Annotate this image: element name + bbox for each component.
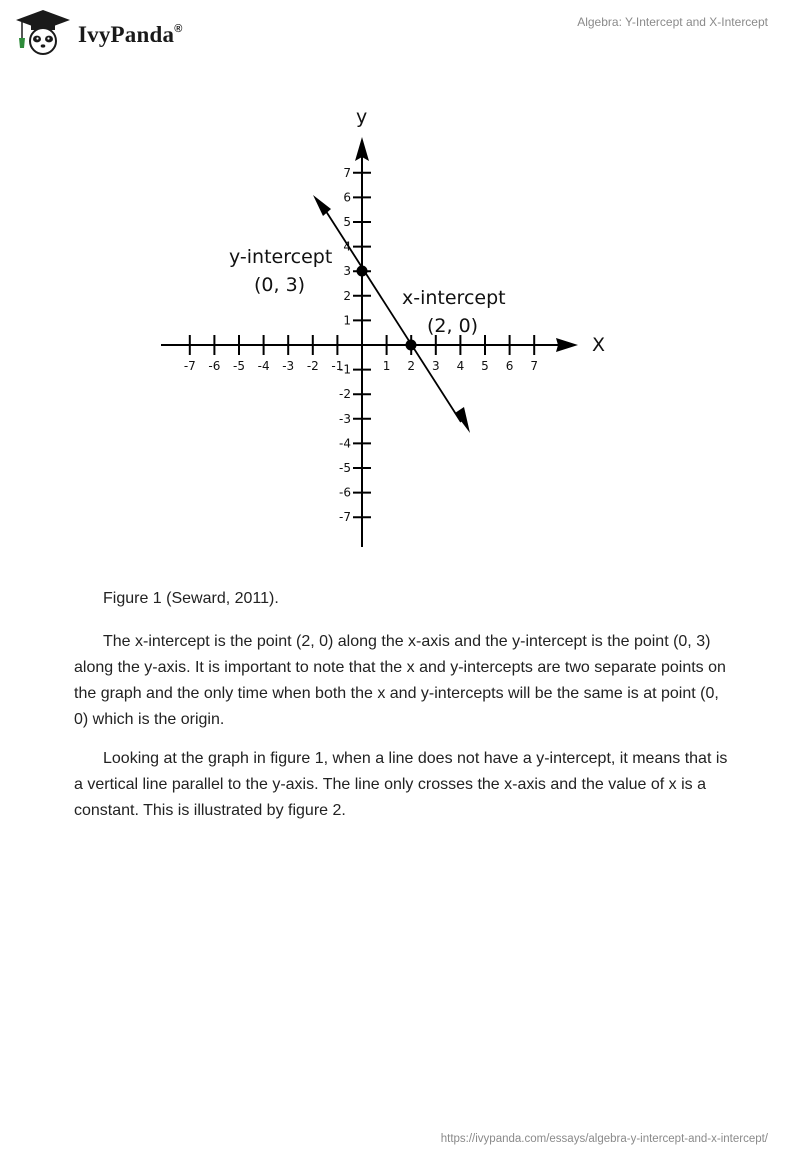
page-header (0, 0, 800, 70)
x-tick-label: -6 (208, 359, 221, 373)
x-tick-label: 3 (431, 359, 440, 373)
y-tick-label: 4 (343, 239, 351, 254)
x-tick-label: 6 (505, 359, 514, 373)
y-tick-label: 5 (343, 215, 351, 229)
y-tick-label: 6 (343, 190, 351, 205)
x-axis-label: X (592, 334, 606, 356)
x-tick-label: -5 (233, 359, 245, 373)
x-tick-label: 1 (382, 359, 391, 373)
y-tick-label: -3 (339, 411, 351, 426)
y-tick-label: 1 (343, 313, 351, 328)
y-intercept-label: y-intercept (229, 246, 333, 268)
source-url[interactable]: https://ivypanda.com/essays/algebra-y-intercept-and-x-intercept/ (440, 1133, 768, 1145)
x-tick-label: 2 (407, 359, 416, 373)
x-tick-label: -1 (331, 359, 344, 373)
y-tick-label: -5 (339, 461, 351, 475)
y-tick-label: -4 (339, 436, 351, 451)
y-tick-label: -6 (339, 485, 351, 500)
x-tick-label: 5 (481, 359, 489, 373)
y-tick-label: -2 (339, 387, 351, 402)
y-intercept-point (357, 266, 368, 277)
x-intercept-point (406, 340, 417, 351)
x-tick-label: -4 (257, 359, 270, 373)
line-arrow-top (313, 195, 331, 216)
x-intercept-label: x-intercept (402, 287, 506, 309)
y-tick-label: 3 (343, 264, 351, 279)
x-tick-label: 7 (530, 359, 539, 373)
y-tick-label: -7 (339, 510, 351, 525)
x-intercept-coords: (2, 0) (427, 315, 479, 337)
document-title: Algebra: Y-Intercept and X-Intercept (577, 15, 768, 29)
x-tick-label: 4 (456, 359, 465, 373)
y-axis-label: y (356, 106, 368, 128)
x-tick-label: -3 (282, 359, 295, 373)
y-tick-label: 2 (343, 288, 351, 303)
x-tick-label: -7 (183, 359, 196, 373)
paragraph-vertical-line: Looking at the graph in figure 1, when a line does not have a y-intercept, it means that is a vertical line parallel to the y-axis. The line only crosses the x-axis and the value of x is a constant. This is illustrated by figure 2. (74, 750, 728, 819)
paragraph-intercepts: The x-intercept is the point (2, 0) along the x-axis and the y-intercept is the point (0, 3) along the y-axis. It is important to note that the x and y-intercepts are two separate points on the graph and the only time when both the x and y-intercepts will be the same is at point (0, 0) which is the origin. (74, 633, 726, 728)
y-tick-label: 7 (343, 165, 351, 180)
intercept-graph-figure (150, 95, 620, 555)
brand-name: IvyPanda® (78, 22, 183, 47)
x-axis-arrow (556, 338, 578, 352)
ivypanda-logo[interactable] (14, 8, 183, 56)
panda-icon (14, 8, 72, 56)
y-intercept-coords: (0, 3) (254, 274, 306, 296)
x-tick-label: -2 (306, 359, 319, 373)
figure-caption: Figure 1 (Seward, 2011). (103, 590, 279, 607)
line-arrow-bottom (455, 407, 470, 433)
y-tick-label: -1 (339, 362, 351, 377)
